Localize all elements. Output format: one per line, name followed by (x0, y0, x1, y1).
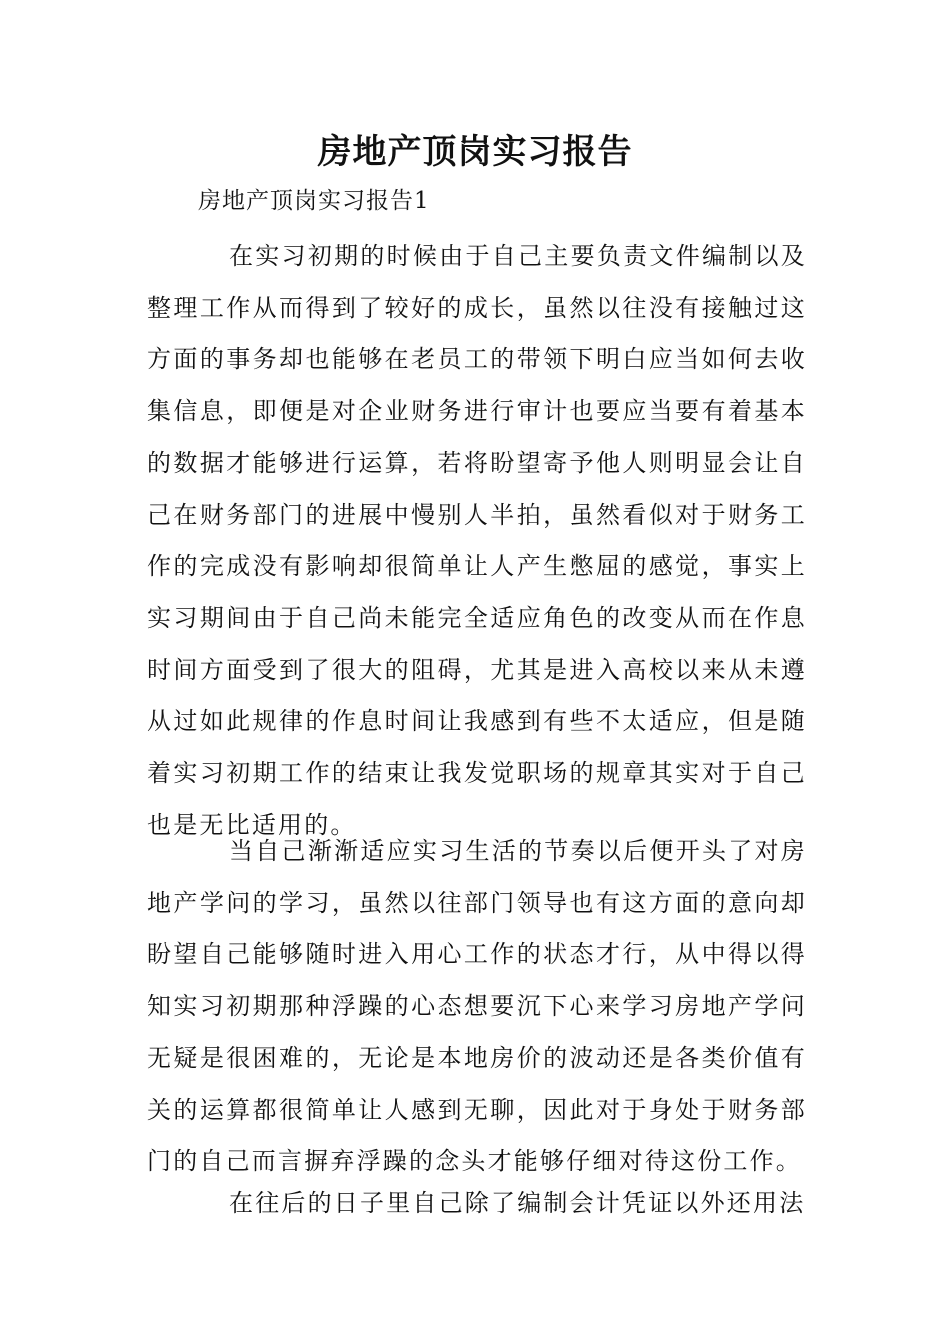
body-paragraph: 当自己渐渐适应实习生活的节奏以后便开头了对房地产学问的学习，虽然以往部门领导也有这方面的意向却盼望自己能够随时进入用心工作的状态才行，从中得以得知实习初期那种浮躁的心态想要沉下心来学习房地产学问无疑是很困难的，无论是本地房价的波动还是各类价值有关的运算都很简单让人感到无聊，因此对于身处于财务部门的自己而言摒弃浮躁的念头才能够仔细对待这份工作。 (147, 837, 807, 1176)
body-paragraph: 在实习初期的时候由于自己主要负责文件编制以及整理工作从而得到了较好的成长，虽然以往没有接触过这方面的事务却也能够在老员工的带领下明白应当如何去收集信息，即便是对企业财务进行审计也要应当要有着基本的数据才能够进行运算，若将盼望寄予他人则明显会让自己在财务部门的进展中慢别人半拍，虽然看似对于财务工作的完成没有影响却很简单让人产生憋屈的感觉，事实上实习期间由于自己尚未能完全适应角色的改变从而在作息时间方面受到了很大的阻碍，尤其是进入高校以来从未遵从过如此规律的作息时间让我感到有些不太适应，但是随着实习初期工作的结束让我发觉职场的规章其实对于自己也是无比适用的。 (147, 242, 807, 839)
document-title: 房地产顶岗实习报告 (317, 132, 633, 172)
document-subtitle: 房地产顶岗实习报告1 (198, 188, 430, 214)
body-paragraph: 在往后的日子里自己除了编制会计凭证以外还用法 (229, 1189, 806, 1217)
